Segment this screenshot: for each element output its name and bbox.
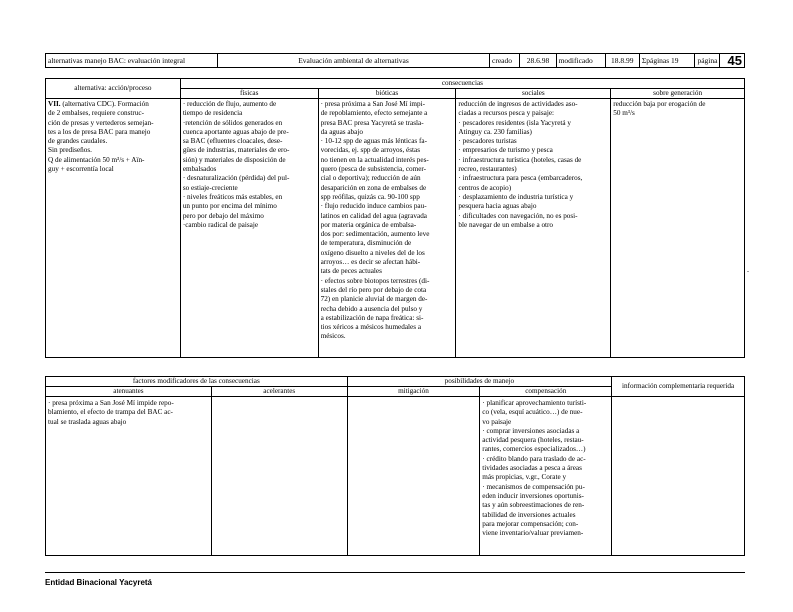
text-line: presa BAC presa Yacyretá se trasla-: [320, 118, 424, 127]
text-line: embalsados: [182, 165, 217, 174]
text-line: oxígeno disuelto a niveles del de los: [320, 248, 425, 257]
biotic-cell: [318, 99, 456, 358]
header-alternative: alternativa: acción/proceso: [46, 79, 181, 99]
text-line: reducción de ingresos de actividades aso-: [458, 100, 578, 108]
text-line: 72) en planicie aluvial de margen de-: [320, 295, 428, 304]
header-biotic: bióticas: [318, 89, 456, 99]
text-fragment: (alternativa CDC). Formación: [60, 100, 149, 108]
text-line: da aguas abajo: [320, 127, 363, 136]
text-line: Atinguy ca. 230 familias): [458, 127, 532, 136]
text-line: recreo, restaurantes): [458, 165, 517, 174]
text-line: tios xéricos a mésicos humedales a: [320, 323, 422, 332]
text-line: pero por debajo del máximo: [182, 211, 264, 220]
text-line: spp reófilas, quizás ca. 90-100 spp: [320, 192, 420, 201]
text-line: · planificar aprovechamiento turísti-: [482, 399, 587, 407]
pages-count: Σpáginas 19: [639, 54, 695, 68]
text-line: co (vela, esquí acuático…) de nue-: [482, 408, 583, 417]
text-line: · infraestructura para pesca (embarcaderos,: [458, 174, 583, 183]
biotic-text: [321, 100, 454, 342]
text-line: so estiaje-creciente: [182, 183, 238, 192]
modified-label: modificado: [556, 54, 605, 68]
text-line: latinos en calidad del agua (agravada: [320, 211, 427, 220]
doc-title: alternativas manejo BAC: evaluación integral: [46, 54, 218, 68]
header-physical: físicas: [180, 89, 318, 99]
text-line: blamiento, el efecto de trampa del BAC ac-: [48, 408, 173, 417]
text-line: Q de alimentación 50 m³/s + Aïn-: [48, 155, 145, 164]
text-line: vorecidas, ej. spp de arroyos, éstas: [320, 146, 421, 155]
text-line: gües de industrias, materiales de ero-: [182, 146, 290, 155]
text-line: viene inventario/valuar previamen-: [482, 529, 584, 538]
text-line: vo paisaje: [482, 417, 512, 426]
created-label: creado: [490, 54, 520, 68]
text-line: recha debido a ausencia del pulso y: [320, 304, 423, 313]
text-line: tas y aún sobreestimaciones de ren-: [482, 501, 585, 510]
social-cell: [456, 99, 611, 358]
header-modifiers: factores modificadores de las consecuencias: [46, 377, 348, 387]
text-line: · 10-12 spp de aguas más lénticas fa-: [320, 137, 427, 146]
text-line: de 2 embalses, requiere construc-: [48, 109, 144, 118]
text-line: más propicias, v.gr., Corate y: [482, 473, 567, 482]
compensation-cell: [480, 397, 612, 556]
alternative-cell: [46, 99, 181, 358]
page-number: 45: [720, 54, 745, 68]
text-line: ción de presas y vertederos semejan-: [48, 118, 154, 127]
text-line: mésicos.: [320, 332, 346, 341]
text-line: reducción baja por erogación de: [613, 100, 706, 108]
text-line: · desnaturalización (pérdida) del pul-: [182, 174, 290, 183]
text-line: · pescadores residentes (isla Yacyretá y: [458, 118, 571, 127]
text-line: tual se traslada aguas abajo: [48, 417, 127, 426]
header-social: sociales: [456, 89, 611, 99]
text-line: desaparición en zona de embalses de: [320, 183, 427, 192]
text-line: · presa próxima a San José Mí impi-: [320, 100, 426, 108]
text-line: quero (pesca de subsistencia, comer-: [320, 165, 427, 174]
text-line: de grandes caudales.: [48, 137, 108, 146]
compensation-text: [482, 399, 609, 538]
text-line: tiempo de residencia: [182, 109, 243, 118]
created-date: 28.6.98: [520, 54, 556, 68]
stray-dot: .: [747, 265, 749, 274]
text-line: · efectos sobre biotopos terrestres (di-: [320, 276, 430, 285]
text-line: · crédito blando para traslado de ac-: [482, 454, 586, 463]
text-line: de temperatura, disminución de: [320, 239, 412, 248]
physical-text: [183, 100, 316, 230]
text-line: · mecanismos de compensación pu-: [482, 482, 585, 491]
header-management: posibilidades de manejo: [347, 377, 612, 387]
text-line: stales del río pero por debajo de cota: [320, 285, 427, 294]
section-title: Evaluación ambiental de alternativas: [217, 54, 489, 68]
alternative-number: VII.: [48, 100, 61, 108]
text-line: · niveles freáticos más estables, en: [182, 192, 283, 201]
text-line: [48, 100, 178, 109]
text-line: · infraestructura turística (hoteles, casas de: [458, 155, 582, 164]
text-line: pesquera hacia aguas abajo: [458, 202, 537, 211]
text-line: tividades asociadas a pesca a áreas: [482, 464, 582, 473]
text-line: un punto por encima del mínimo: [182, 202, 277, 211]
text-line: · reducción de flujo, aumento de: [182, 100, 277, 108]
text-line: arroyos… es decir se afectan hábi-: [320, 258, 421, 267]
header-compensation: compensación: [480, 387, 612, 397]
text-line: · presa próxima a San José Mí impide repo-: [48, 399, 174, 407]
text-line: de repoblamiento, efecto semejante a: [320, 109, 428, 118]
mitigating-cell: [46, 397, 212, 556]
text-line: ·cambio radical de paisaje: [182, 220, 259, 229]
text-line: por materia orgánica de embalsa-: [320, 220, 417, 229]
document-header: [45, 53, 745, 68]
text-line: tats de peces actuales: [320, 267, 382, 276]
header-consequences: consecuencias: [180, 79, 744, 89]
text-line: no tienen en la actualidad interés pes-: [320, 155, 429, 164]
text-line: ciadas a recursos pesca y paisaje:: [458, 109, 555, 118]
physical-cell: [180, 99, 318, 358]
header-mitigating: atenuantes: [46, 387, 212, 397]
text-line: cial o deportiva); reducción de aún: [320, 174, 421, 183]
consequences-table: [45, 78, 745, 358]
text-line: centros de acopio): [458, 183, 512, 192]
text-line: tabilidad de inversiones actuales: [482, 510, 576, 519]
generation-cell: [611, 99, 745, 358]
mitigation-cell: [347, 397, 480, 556]
text-line: ·retención de sólidos generados en: [182, 118, 283, 127]
text-line: para mejorar compensación; con-: [482, 519, 579, 528]
text-line: 50 m³/s: [613, 109, 635, 118]
page-label: página: [695, 54, 720, 68]
info-cell: [612, 397, 745, 556]
mitigating-text: [48, 399, 209, 427]
text-line: rantes, comercios especializados…): [482, 445, 586, 454]
text-line: · pescadores turistas: [458, 137, 517, 146]
header-mitigation: mitigación: [347, 387, 480, 397]
header-info: información complementaria requerida: [612, 377, 745, 397]
text-line: guy + escorrentía local: [48, 165, 114, 174]
text-line: tes a los de presa BAC para manejo: [48, 127, 151, 136]
text-line: · comprar inversiones asociadas a: [482, 426, 580, 435]
header-aggravating: acelerantes: [211, 387, 347, 397]
text-line: eden inducir inversiones oportunis-: [482, 491, 584, 500]
text-line: · dificultades con navegación, no es posi-: [458, 211, 578, 220]
aggravating-cell: [211, 397, 347, 556]
text-line: · desplazamiento de industria turística y: [458, 192, 574, 201]
header-generation: sobre generación: [611, 89, 745, 99]
alternative-text: [48, 100, 178, 174]
text-line: a estabilización de napa freática: si-: [320, 313, 424, 322]
text-line: · flujo reducido induce cambios pau-: [320, 202, 427, 211]
generation-text: [613, 100, 742, 119]
text-line: · empresarios de turismo y pesca: [458, 146, 553, 155]
social-text: [458, 100, 608, 230]
text-line: ble navegar de un embalse a otro: [458, 220, 554, 229]
text-line: sa BAC (efluentes cloacales, dese-: [182, 137, 283, 146]
text-line: Sin prediseños.: [48, 146, 92, 155]
modifiers-table: [45, 376, 745, 556]
text-line: sión) y materiales de disposición de: [182, 155, 286, 164]
footer-organization: Entidad Binacional Yacyretá: [45, 578, 153, 587]
text-line: dos por: sedimentación, aumento leve: [320, 230, 430, 239]
text-line: cuenca aportante aguas abajo de pre-: [182, 127, 289, 136]
modified-date: 18.8.99: [605, 54, 639, 68]
text-line: actividad pesquera (hoteles, restau-: [482, 436, 584, 445]
footer-rule: [45, 572, 745, 573]
